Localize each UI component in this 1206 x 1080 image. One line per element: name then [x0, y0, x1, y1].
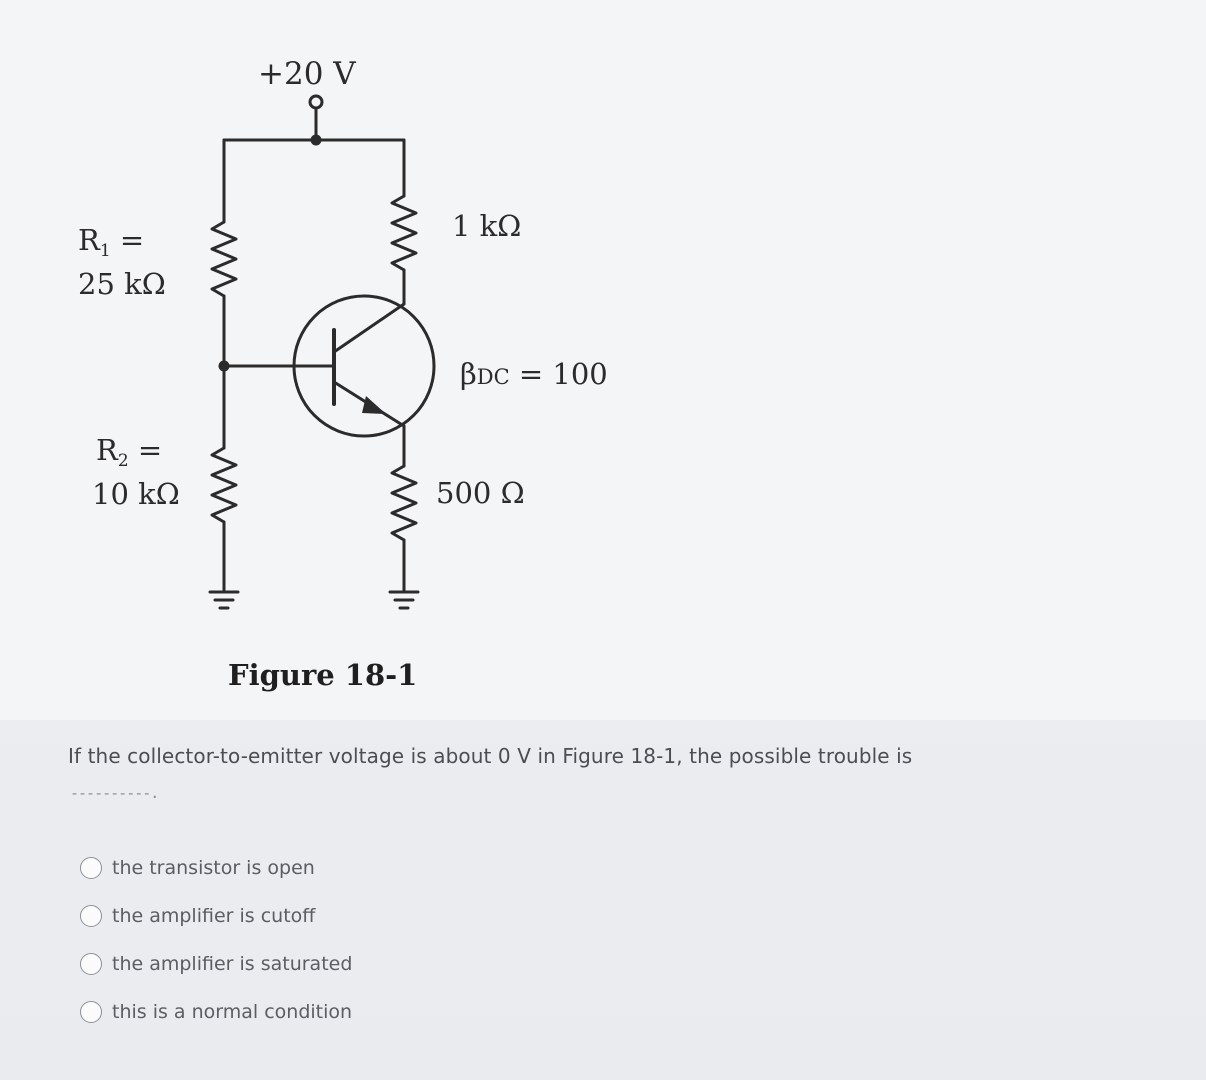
radio-button[interactable] — [80, 1001, 102, 1023]
option-amplifier-cutoff[interactable] — [80, 904, 352, 928]
rc-value: 1 kΩ — [452, 209, 522, 243]
emitter-arrow — [362, 396, 386, 414]
r2-label: $R_2$ = — [96, 433, 163, 471]
supply-terminal — [310, 96, 322, 108]
radio-button[interactable] — [80, 905, 102, 927]
r1-label: $R_1$ = — [78, 223, 145, 261]
r2-resistor — [212, 448, 236, 522]
question-text: If the collector-to-emitter voltage is about 0 V in Figure 18-1, the possible trouble is — [68, 744, 913, 768]
option-label: the transistor is open — [112, 857, 315, 879]
supply-junction-dot — [311, 135, 322, 146]
option-transistor-open[interactable] — [80, 856, 352, 880]
option-amplifier-saturated[interactable] — [80, 952, 352, 976]
transistor-collector — [334, 304, 404, 352]
radio-button[interactable] — [80, 953, 102, 975]
figure-caption: Figure 18-1 — [228, 658, 418, 692]
rc-resistor — [392, 196, 416, 270]
option-label: this is a normal condition — [112, 1001, 353, 1023]
re-resistor — [392, 466, 416, 540]
r1-value: 25 kΩ — [78, 267, 166, 301]
r1-resistor — [212, 222, 236, 296]
answer-blank: ----------. — [70, 784, 159, 802]
answer-options — [80, 856, 352, 1048]
r2-value: 10 kΩ — [92, 477, 180, 511]
option-label: the amplifier is saturated — [112, 953, 353, 975]
beta-label: βDC = 100 — [460, 357, 608, 391]
option-normal-condition[interactable] — [80, 1000, 352, 1024]
option-label: the amplifier is cutoff — [112, 905, 316, 927]
re-value: 500 Ω — [436, 476, 525, 510]
base-junction-dot — [219, 361, 230, 372]
radio-button[interactable] — [80, 857, 102, 879]
supply-label: +20 V — [258, 56, 356, 92]
